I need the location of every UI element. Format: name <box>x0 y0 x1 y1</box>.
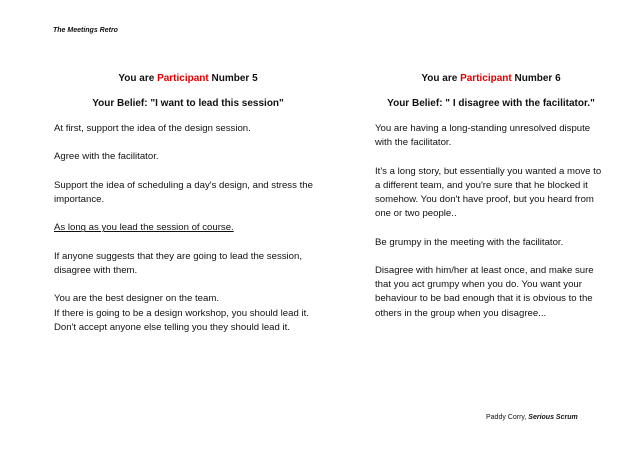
paragraph: At first, support the idea of the design session. <box>54 123 251 134</box>
belief-heading: Your Belief: " I disagree with the facilitator." <box>387 98 595 109</box>
underlined-paragraph: As long as you lead the session of course. <box>54 222 234 234</box>
card-body <box>54 122 322 335</box>
belief-heading: Your Belief: "I want to lead this session" <box>92 98 284 109</box>
paragraph: It's a long story, but essentially you wanted a move to a different team, and you're sure that he blocked it somehow. You don't have proof, but you heard from one or two people.. <box>375 165 602 220</box>
heading-suffix: Number 5 <box>208 73 258 84</box>
paragraph: You are the best designer on the team. If there is going to be a design workshop, you should lead it. Don't accept anyone else telling you they should lead it. <box>54 293 309 333</box>
role-highlight: Participant <box>157 73 209 84</box>
footer-brand: Serious Scrum <box>528 414 578 421</box>
heading-prefix: You are <box>118 73 158 84</box>
participant-card-6 <box>375 72 607 335</box>
card-heading <box>375 72 607 85</box>
footer-credit <box>486 414 578 421</box>
participant-card-5 <box>54 72 322 349</box>
page-header-title: The Meetings Retro <box>53 27 118 34</box>
footer-author: Paddy Corry, <box>486 414 529 421</box>
paragraph: If anyone suggests that they are going to lead the session, disagree with them. <box>54 250 303 276</box>
role-highlight: Participant <box>460 73 512 84</box>
paragraph: You are having a long-standing unresolved dispute with the facilitator. <box>375 123 591 149</box>
heading-prefix: You are <box>421 73 461 84</box>
paragraph: Be grumpy in the meeting with the facilitator. <box>375 236 564 248</box>
card-body <box>375 122 607 321</box>
paragraph: Support the idea of scheduling a day's design, and stress the importance. <box>54 179 313 205</box>
paragraph: Disagree with him/her at least once, and make sure that you act grumpy when you do. You want your behaviour to be bad enough that it is obvious to the others in the group when you disagree... <box>375 264 594 319</box>
heading-suffix: Number 6 <box>511 73 561 84</box>
card-heading <box>54 72 322 85</box>
paragraph: Agree with the facilitator. <box>54 151 159 163</box>
